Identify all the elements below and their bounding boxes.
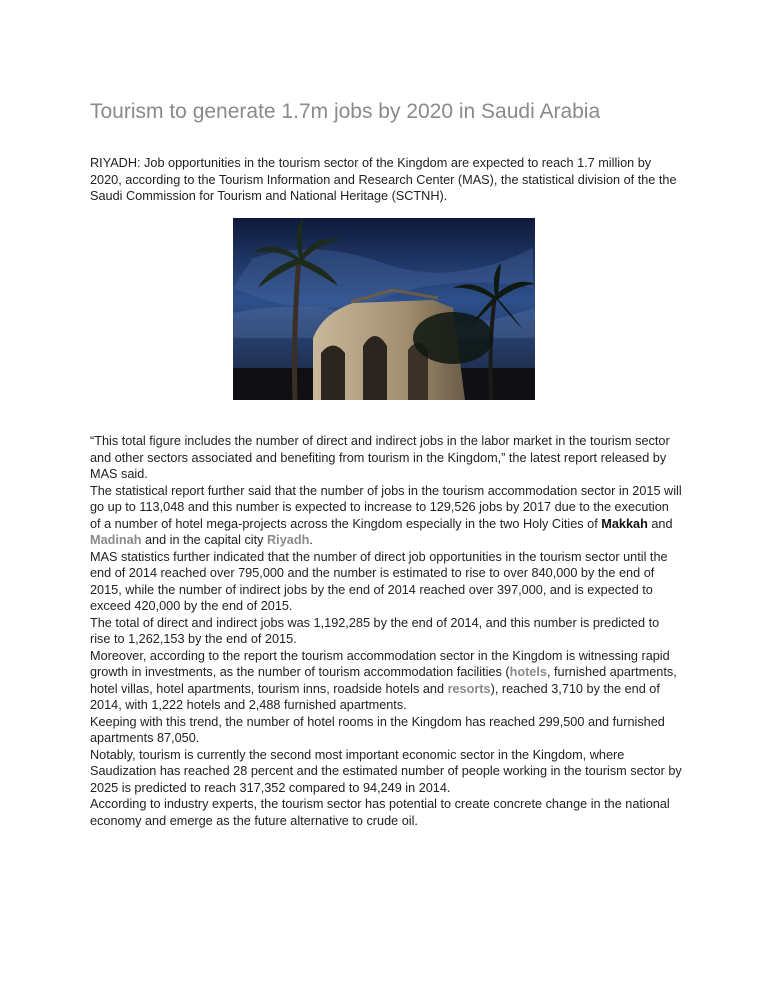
- hotels-link[interactable]: hotels: [509, 665, 547, 679]
- paragraph-facilities: [90, 648, 682, 714]
- article-photo: [233, 218, 535, 400]
- makkah-keyword: Makkah: [601, 516, 648, 531]
- p5-text-a: Moreover, according to the report the tourism accommodation sector in the Kingdom is witnessing rapid growth in investments, as the number of tourism accommodation facilities (: [90, 648, 670, 679]
- paragraph-total-jobs: The total of direct and indirect jobs was 1,192,285 by the end of 2014, and this number is predicted to rise to 1,262,153 by the end of 2015.: [90, 615, 660, 646]
- resorts-link[interactable]: resorts: [447, 681, 491, 696]
- paragraph-quote: “This total figure includes the number of direct and indirect jobs in the labor market in the tourism sector and other sectors associated and benefiting from tourism in the Kingdom,” the latest report released by MAS said.: [90, 434, 670, 481]
- paragraph-experts: According to industry experts, the tourism sector has potential to create concrete change in the national economy and emerge as the future alternative to crude oil.: [90, 797, 670, 828]
- p5-text-b: , furnished apartments, hotel villas, hotel apartments, tourism inns, roadside hotels and: [90, 665, 677, 696]
- paragraph-accommodation-jobs: [90, 483, 682, 549]
- p5-text-c: ), reached 3,710 by the end of 2014, with 1,222 hotels and 2,488 furnished apartments.: [90, 681, 660, 712]
- p2-text-c: and in the capital city: [141, 533, 268, 547]
- article-title: Tourism to generate 1.7m jobs by 2020 in Saudi Arabia: [90, 100, 601, 123]
- paragraph-saudization: Notably, tourism is currently the second most important economic sector in the Kingdom, where Saudization has reached 28 percent and the estimated number of people working in the tourism sector by 2025 is predicted to reach 317,352 compared to 94,249 in 2014.: [90, 747, 682, 795]
- article-intro: RIYADH: Job opportunities in the tourism sector of the Kingdom are expected to reach 1.7 million by 2020, according to the Tourism Information and Research Center (MAS), the statistical division of the the Saudi Commission for Tourism and National Heritage (SCTNH).: [90, 156, 677, 203]
- p2-text-d: .: [309, 533, 313, 547]
- article-body: [90, 433, 682, 829]
- riyadh-link[interactable]: Riyadh: [267, 533, 310, 547]
- paragraph-direct-jobs: MAS statistics further indicated that the number of direct job opportunities in the tourism sector until the end of 2014 reached over 795,000 and the number is estimated to rise to over 840,000 by the end of 2015, while the number of indirect jobs by the end of 2014 reached over 397,000, and is expected to exceed 420,000 by the end of 2015.: [90, 549, 668, 613]
- p2-text-b: and: [647, 516, 673, 531]
- ruins-palm-trees-image: [233, 218, 535, 400]
- paragraph-hotel-rooms: Keeping with this trend, the number of hotel rooms in the Kingdom has reached 299,500 and furnished apartments 87,050.: [90, 714, 665, 745]
- madinah-link[interactable]: Madinah: [90, 533, 142, 547]
- p2-text-a: The statistical report further said that the number of jobs in the tourism accommodation sector in 2015 will go up to 113,048 and this number is expected to increase to 129,526 jobs by 2017 due to the execution of a number of hotel mega-projects across the Kingdom especially in the two Holy Cities of: [90, 483, 682, 531]
